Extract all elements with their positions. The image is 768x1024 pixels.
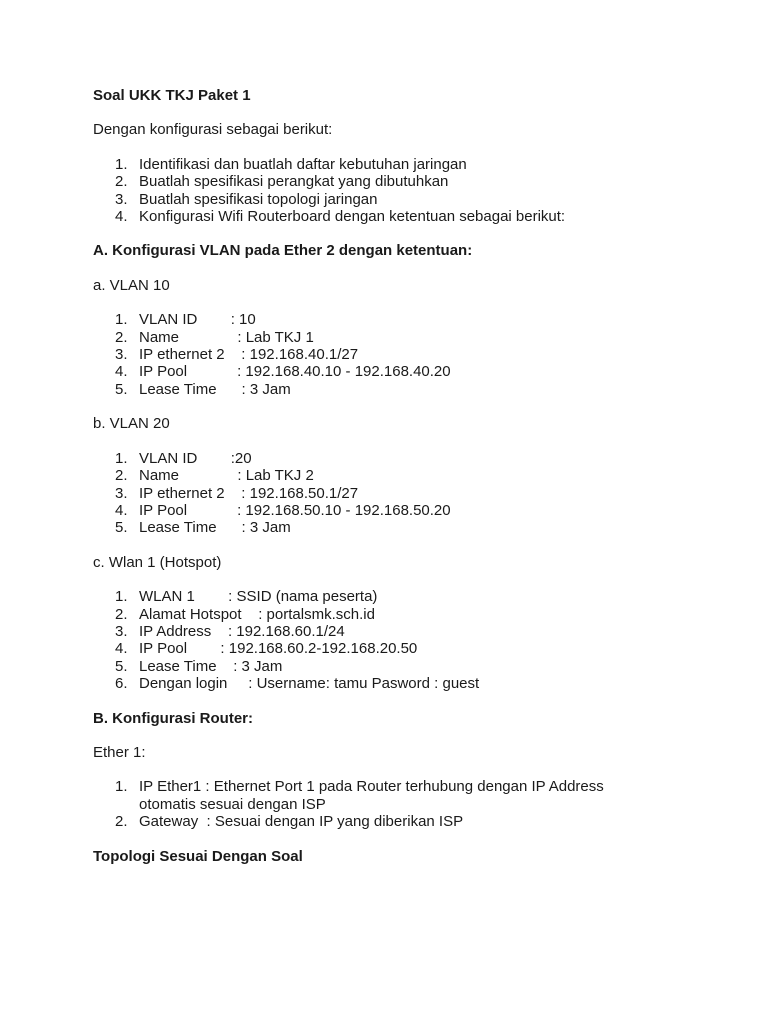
- list-item: 1. VLAN ID : 10: [115, 311, 256, 329]
- document-title: Soal UKK TKJ Paket 1: [93, 87, 251, 104]
- list-item: 4. Konfigurasi Wifi Routerboard dengan ketentuan sebagai berikut:: [115, 208, 566, 226]
- list-item: 4. IP Pool : 192.168.40.10 - 192.168.40.20: [115, 363, 451, 381]
- list-item: 3. IP ethernet 2 : 192.168.40.1/27: [115, 346, 359, 364]
- list-item: 4. IP Pool : 192.168.60.2-192.168.20.50: [115, 640, 418, 658]
- list-item: 1. Identifikasi dan buatlah daftar kebutuhan jaringan: [115, 155, 467, 173]
- list-item: 2. Alamat Hotspot : portalsmk.sch.id: [115, 605, 375, 623]
- vlan20-list: [93, 450, 713, 537]
- list-item: 2. Name : Lab TKJ 1: [115, 328, 314, 346]
- document-body: [93, 87, 713, 865]
- list-item: 6. Dengan login : Username: tamu Pasword : guest: [115, 675, 480, 693]
- list-item: 4. IP Pool : 192.168.50.10 - 192.168.50.20: [115, 501, 451, 519]
- ether1-label: Ether 1:: [93, 743, 146, 761]
- main-task-list: [93, 156, 713, 226]
- list-item: 1. IP Ether1 : Ethernet Port 1 pada Router terhubung dengan IP Address otomatis sesuai dengan ISP: [115, 778, 604, 813]
- topology-heading: Topologi Sesuai Dengan Soal: [93, 847, 303, 865]
- list-item: 5. Lease Time : 3 Jam: [115, 380, 291, 398]
- section-b-heading: B. Konfigurasi Router:: [93, 709, 253, 727]
- list-item: 3. IP ethernet 2 : 192.168.50.1/27: [115, 484, 359, 502]
- vlan10-list: [93, 311, 713, 398]
- list-item: 1. VLAN ID :20: [115, 449, 252, 467]
- list-item: 3. Buatlah spesifikasi topologi jaringan: [115, 190, 378, 208]
- wlan1-label: c. Wlan 1 (Hotspot): [93, 553, 222, 571]
- list-item: 1. WLAN 1 : SSID (nama peserta): [115, 588, 378, 606]
- router-config-list: [93, 778, 713, 830]
- section-a-heading: A. Konfigurasi VLAN pada Ether 2 dengan ketentuan:: [93, 242, 473, 260]
- wlan1-list: [93, 588, 713, 692]
- vlan10-label: a. VLAN 10: [93, 276, 170, 294]
- intro-text: Dengan konfigurasi sebagai berikut:: [93, 121, 333, 139]
- list-item: 2. Name : Lab TKJ 2: [115, 467, 314, 485]
- list-item: 2. Buatlah spesifikasi perangkat yang dibutuhkan: [115, 173, 449, 191]
- list-item: 5. Lease Time : 3 Jam: [115, 519, 291, 537]
- vlan20-label: b. VLAN 20: [93, 415, 170, 433]
- list-item: 2. Gateway : Sesuai dengan IP yang diberikan ISP: [115, 813, 464, 831]
- list-item: 3. IP Address : 192.168.60.1/24: [115, 622, 345, 640]
- list-item: 5. Lease Time : 3 Jam: [115, 657, 283, 675]
